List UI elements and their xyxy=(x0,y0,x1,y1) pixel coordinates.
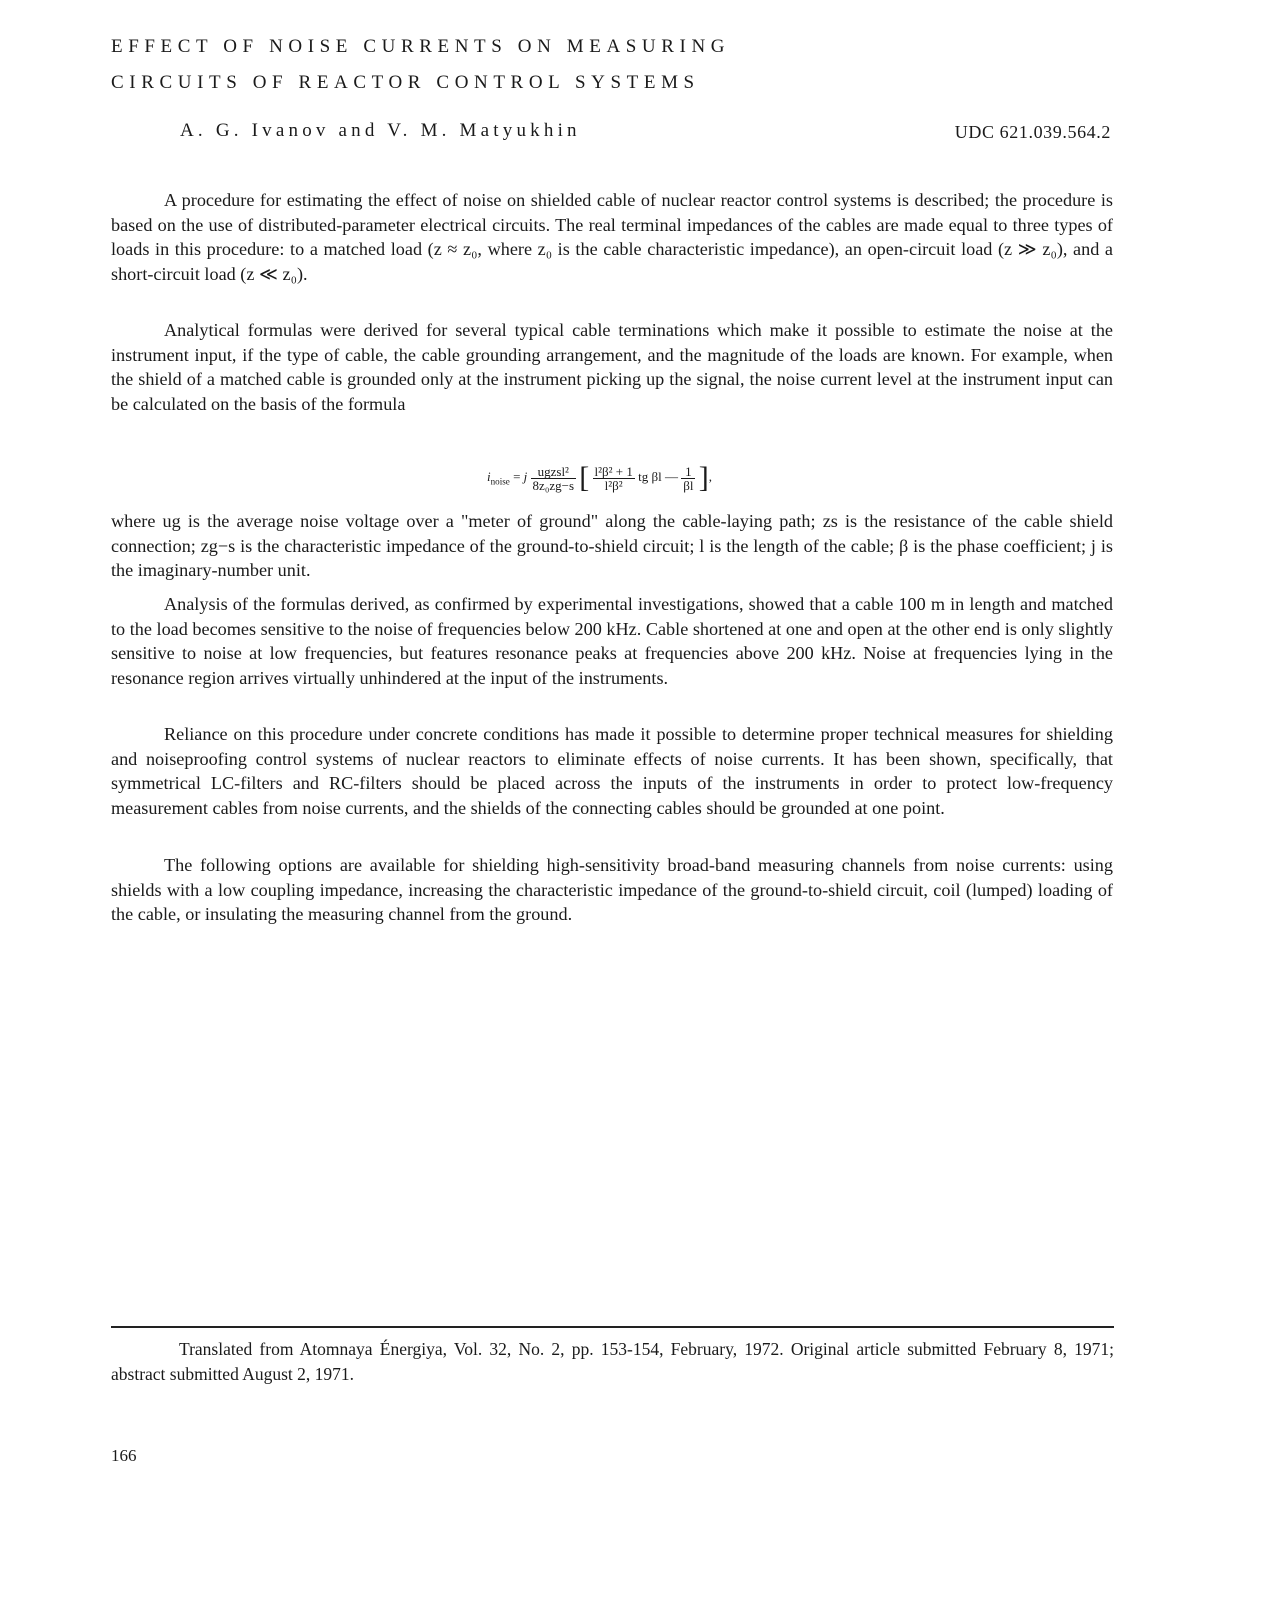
formula-trailing-comma: , xyxy=(708,468,712,484)
formula-fraction-3 xyxy=(681,465,695,492)
footnote xyxy=(111,1337,1114,1386)
formula-tg-term: tg βl — xyxy=(638,468,678,484)
fraction-numerator: 1 xyxy=(681,465,695,479)
authors: A. G. Ivanov and V. M. Matyukhin xyxy=(180,120,581,141)
noise-current-formula xyxy=(487,463,712,493)
formula-equals: = xyxy=(513,468,521,484)
paragraph-abstract xyxy=(111,188,1113,286)
title-line-1: EFFECT OF NOISE CURRENTS ON MEASURING xyxy=(111,36,731,57)
paragraph-text: Analysis of the formulas derived, as confirmed by experimental investigations, showed that a cable 100 m in length and matched to the load becomes sensitive to the noise of frequencies below 200 kHz. Cable shortened at one and open at the other end is only slightly sensitive to noise at low frequencies, but features resonance peaks at frequencies above 200 kHz. Noise at frequencies lying in the resonance region arrives virtually unhindered at the input of the instruments. xyxy=(111,594,1113,688)
fraction-numerator: l²β² + 1 xyxy=(594,463,633,479)
paragraph-reliance xyxy=(111,722,1113,820)
right-bracket: ] xyxy=(698,461,709,494)
paragraph-options xyxy=(111,853,1113,927)
footnote-text: Translated from Atomnaya Énergiya, Vol. 32, No. 2, pp. 153-154, February, 1972. Original article submitted February 8, 1971; abstract submitted August 2, 1971. xyxy=(111,1339,1114,1384)
formula-fraction-1 xyxy=(531,465,576,492)
paragraph-analysis xyxy=(111,592,1113,690)
left-bracket: [ xyxy=(579,461,590,494)
fraction-numerator: ugzsl² xyxy=(531,465,576,479)
paragraph-text: A procedure for estimating the effect of noise on shielded cable of nuclear reactor control systems is described; the procedure is based on the use of distributed-parameter electrical circuits. The real terminal impedances of the cables are made equal to three types of loads in this procedure: to a matched load (z ≈ z₀, where z₀ is the cable characteristic impedance), an open-circuit load (z ≫ z₀), and a short-circuit load (z ≪ z₀). xyxy=(111,190,1113,284)
fraction-denominator: βl xyxy=(683,477,694,493)
footnote-divider xyxy=(111,1326,1114,1328)
paragraph-text: Reliance on this procedure under concrete conditions has made it possible to determine proper technical measures for shielding and noiseproofing control systems of nuclear reactors to eliminate effects of noise currents. It has been shown, specifically, that symmetrical LC-filters and RC-filters should be placed across the inputs of the instruments in order to protect low-frequency measurement cables from noise currents, and the shields of the connecting cables should be grounded at one point. xyxy=(111,724,1113,818)
udc-code: UDC 621.039.564.2 xyxy=(954,122,1111,142)
fraction-denominator: 8z₀zg−s xyxy=(532,477,575,493)
fraction-denominator: l²β² xyxy=(604,477,623,493)
paragraph-text: The following options are available for shielding high-sensitivity broad-band measuring channels from noise currents: using shields with a low coupling impedance, increasing the characteristic impedance of the ground-to-shield circuit, coil (lumped) loading of the cable, or insulating the measuring channel from the ground. xyxy=(111,855,1113,924)
formula-fraction-2 xyxy=(593,465,635,492)
title-line-2: CIRCUITS OF REACTOR CONTROL SYSTEMS xyxy=(111,72,700,93)
page-number: 166 xyxy=(111,1446,137,1465)
paragraph-where xyxy=(111,509,1113,583)
paragraph-formulas-intro xyxy=(111,318,1113,416)
formula-lhs: i xyxy=(487,468,491,484)
paragraph-text: Analytical formulas were derived for several typical cable terminations which make it possible to estimate the noise at the instrument input, if the type of cable, the cable grounding arrangement, and the magnitude of the loads are known. For example, when the shield of a matched cable is grounded only at the instrument picking up the signal, the noise current level at the instrument input can be calculated on the basis of the formula xyxy=(111,320,1113,414)
formula-j: j xyxy=(523,468,528,484)
paragraph-text: where ug is the average noise voltage over a "meter of ground" along the cable-laying path; zs is the resistance of the cable shield connection; zg−s is the characteristic impedance of the ground-to-shield circuit; l is the length of the cable; β is the phase coefficient; j is the imaginary-number unit. xyxy=(111,511,1113,580)
formula-lhs-sub: noise xyxy=(490,476,510,487)
